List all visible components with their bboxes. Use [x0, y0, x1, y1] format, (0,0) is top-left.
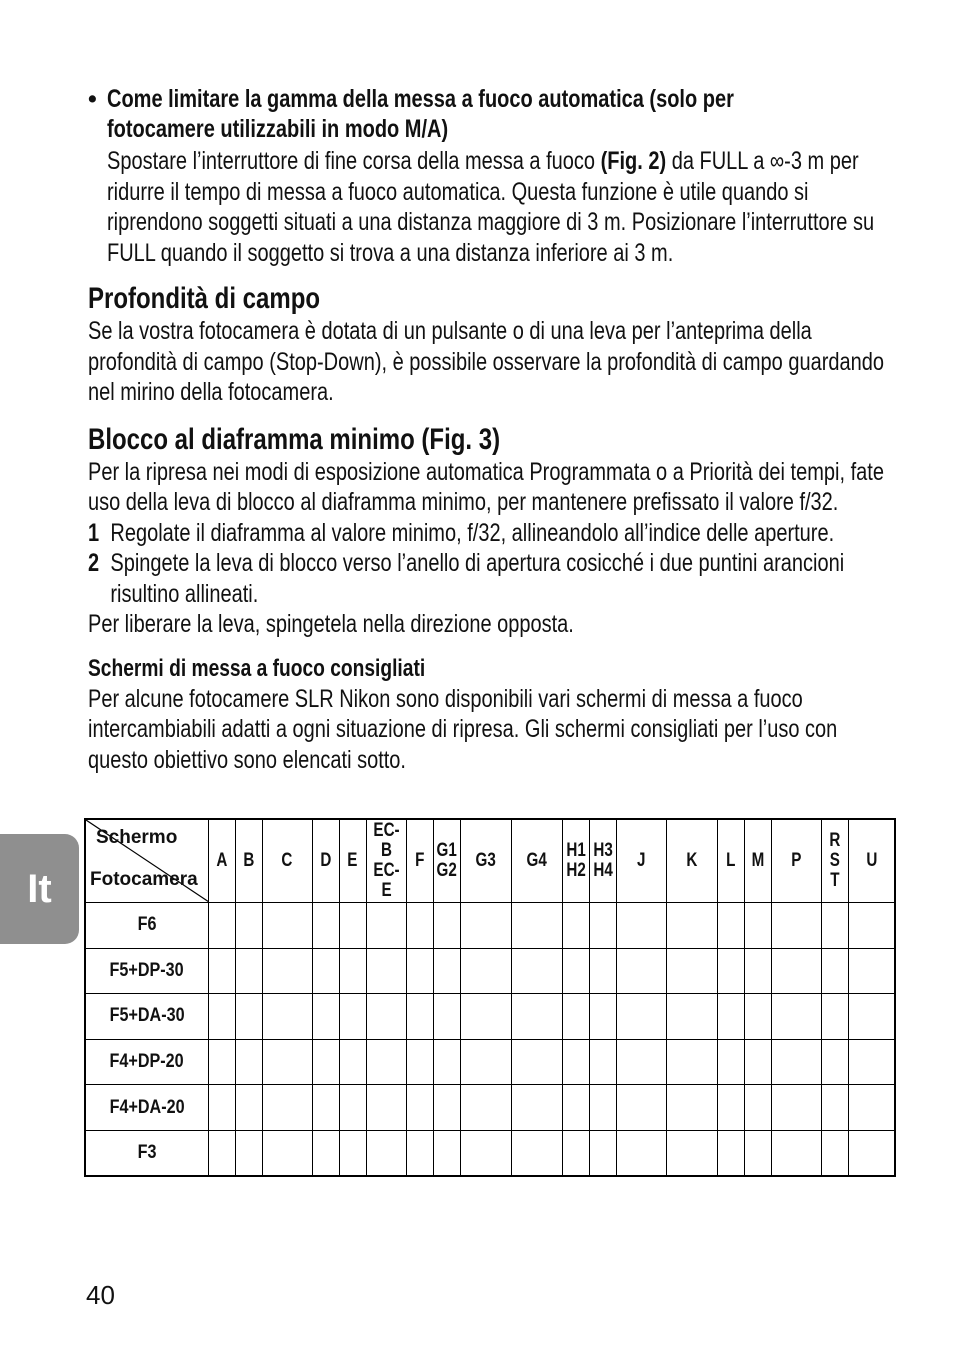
- column-header: [822, 819, 849, 903]
- camera-cell: [85, 1039, 208, 1085]
- column-header: [667, 819, 718, 903]
- column-label: EC-B: [373, 820, 400, 861]
- compatibility-cell: [208, 1130, 235, 1176]
- compatibility-cell: [563, 1130, 590, 1176]
- compatibility-cell: [718, 903, 745, 949]
- column-header: [849, 819, 895, 903]
- camera-cell: [85, 994, 208, 1040]
- focusing-screens-section: [88, 654, 900, 776]
- compatibility-cell: [235, 1085, 262, 1131]
- compatibility-cell: [718, 1085, 745, 1131]
- compatibility-cell: [208, 994, 235, 1040]
- column-header: [208, 819, 235, 903]
- column-label: U: [866, 850, 878, 871]
- column-label: T: [830, 870, 840, 891]
- compatibility-cell: [366, 994, 406, 1040]
- compatibility-cell: [433, 903, 460, 949]
- compatibility-cell: [822, 903, 849, 949]
- compatibility-cell: [433, 1130, 460, 1176]
- compatibility-cell: [563, 1085, 590, 1131]
- compatibility-cell: [339, 948, 366, 994]
- compatibility-cell: [339, 1085, 366, 1131]
- compatibility-cell: [406, 903, 433, 949]
- compatibility-cell: [366, 1130, 406, 1176]
- step-2: [88, 548, 900, 609]
- compatibility-cell: [235, 1039, 262, 1085]
- compatibility-cell: [460, 1039, 511, 1085]
- corner-cell: [85, 819, 208, 903]
- page-content: [88, 84, 900, 775]
- column-header: [339, 819, 366, 903]
- compatibility-cell: [745, 1085, 772, 1131]
- column-header: [460, 819, 511, 903]
- camera-cell: [85, 1130, 208, 1176]
- table-row: [85, 903, 895, 949]
- column-label: F: [415, 850, 425, 871]
- page-number: 40: [86, 1280, 115, 1310]
- column-header: [235, 819, 262, 903]
- compatibility-cell: [745, 948, 772, 994]
- compatibility-cell: [339, 903, 366, 949]
- compatibility-cell: [339, 1130, 366, 1176]
- compatibility-cell: [590, 903, 617, 949]
- compatibility-cell: [312, 1085, 339, 1131]
- column-label: A: [216, 850, 228, 871]
- compatibility-cell: [772, 1085, 822, 1131]
- aperture-lock-section: [88, 423, 900, 640]
- af-limit-title-line1: Come limitare la gamma della messa a fuoco automatica (solo per: [107, 85, 734, 113]
- table-header-row: [85, 819, 895, 903]
- column-label: C: [281, 850, 293, 871]
- compatibility-cell: [312, 948, 339, 994]
- compatibility-cell: [772, 903, 822, 949]
- column-header: [406, 819, 433, 903]
- compatibility-cell: [406, 1039, 433, 1085]
- column-header: [511, 819, 562, 903]
- compatibility-cell: [822, 1085, 849, 1131]
- compatibility-cell: [745, 994, 772, 1040]
- compatibility-cell: [511, 1039, 562, 1085]
- af-limit-text-before: Spostare l’interruttore di fine corsa della messa a fuoco: [107, 147, 601, 175]
- camera-label: F4+DP-20: [109, 1051, 184, 1073]
- compatibility-cell: [590, 1039, 617, 1085]
- compatibility-cell: [772, 948, 822, 994]
- aperture-lock-release: Per liberare la leva, spingetela nella direzione opposta.: [88, 610, 574, 638]
- compatibility-cell: [312, 1039, 339, 1085]
- compatibility-cell: [262, 948, 312, 994]
- compatibility-cell: [406, 1130, 433, 1176]
- compatibility-cell: [772, 1039, 822, 1085]
- camera-label: F5+DP-30: [109, 959, 184, 981]
- compatibility-cell: [312, 1130, 339, 1176]
- column-label: H3: [593, 840, 613, 861]
- compatibility-cell: [460, 903, 511, 949]
- table-row: [85, 1085, 895, 1131]
- column-header: [745, 819, 772, 903]
- compatibility-cell: [563, 994, 590, 1040]
- focusing-screens-text: Per alcune fotocamere SLR Nikon sono disponibili vari schermi di messa a fuoco intercambiabili adatti a ogni situazione di ripresa. Gli schermi consigliati per l’uso con questo obiettivo sono elencati sotto.: [88, 684, 838, 774]
- corner-label-camera: Fotocamera: [90, 869, 198, 890]
- compatibility-cell: [617, 1039, 667, 1085]
- compatibility-cell: [563, 903, 590, 949]
- compatibility-cell: [822, 1130, 849, 1176]
- compatibility-cell: [433, 994, 460, 1040]
- compatibility-cell: [511, 1085, 562, 1131]
- compatibility-cell: [667, 1039, 718, 1085]
- compatibility-cell: [208, 1085, 235, 1131]
- compatibility-cell: [208, 1039, 235, 1085]
- compatibility-cell: [262, 1130, 312, 1176]
- compatibility-cell: [312, 903, 339, 949]
- compatibility-cell: [235, 994, 262, 1040]
- compatibility-cell: [366, 1039, 406, 1085]
- compatibility-cell: [617, 948, 667, 994]
- camera-label: F5+DA-30: [109, 1005, 185, 1027]
- compatibility-cell: [822, 1039, 849, 1085]
- column-header: [590, 819, 617, 903]
- compatibility-cell: [262, 994, 312, 1040]
- compatibility-cell: [262, 903, 312, 949]
- column-label: H1: [566, 840, 586, 861]
- column-header: [366, 819, 406, 903]
- compatibility-cell: [590, 994, 617, 1040]
- compatibility-cell: [822, 994, 849, 1040]
- compatibility-cell: [667, 1130, 718, 1176]
- compatibility-cell: [563, 1039, 590, 1085]
- focusing-screens-table: [84, 818, 896, 1177]
- column-label: H2: [566, 860, 586, 881]
- compatibility-cell: [667, 903, 718, 949]
- language-tab: It: [0, 834, 79, 944]
- column-label: B: [243, 850, 255, 871]
- compatibility-cell: [745, 1130, 772, 1176]
- compatibility-cell: [849, 948, 895, 994]
- compatibility-cell: [406, 994, 433, 1040]
- compatibility-cell: [667, 1085, 718, 1131]
- aperture-lock-heading: Blocco al diaframma minimo (Fig. 3): [88, 422, 501, 456]
- compatibility-cell: [433, 948, 460, 994]
- depth-of-field-text: Se la vostra fotocamera è dotata di un pulsante o di una leva per l’anteprima della profondità di campo (Stop-Down), è possibile osservare la profondità di campo guardando nel mirino della fotocamera.: [88, 317, 885, 406]
- column-label: EC-E: [373, 860, 400, 901]
- compatibility-cell: [511, 994, 562, 1040]
- compatibility-cell: [745, 903, 772, 949]
- compatibility-cell: [745, 1039, 772, 1085]
- compatibility-cell: [617, 1085, 667, 1131]
- compatibility-cell: [339, 1039, 366, 1085]
- compatibility-cell: [511, 1130, 562, 1176]
- depth-of-field-heading: Profondità di campo: [88, 282, 321, 315]
- column-label: L: [726, 850, 736, 871]
- camera-label: F4+DA-20: [109, 1096, 185, 1118]
- compatibility-cell: [849, 994, 895, 1040]
- fig-2-ref: (Fig. 2): [600, 147, 667, 175]
- compatibility-cell: [460, 1130, 511, 1176]
- table-row: [85, 1039, 895, 1085]
- af-limit-text: [107, 146, 900, 268]
- compatibility-cell: [366, 948, 406, 994]
- compatibility-cell: [235, 1130, 262, 1176]
- camera-cell: [85, 1085, 208, 1131]
- step-1: [88, 518, 900, 549]
- table-row: [85, 994, 895, 1040]
- compatibility-cell: [718, 1039, 745, 1085]
- column-header: [433, 819, 460, 903]
- column-label: J: [637, 850, 646, 871]
- table-row: [85, 948, 895, 994]
- compatibility-cell: [617, 1130, 667, 1176]
- column-label: P: [791, 850, 802, 871]
- compatibility-cell: [718, 994, 745, 1040]
- column-label: R: [829, 830, 841, 851]
- step-1-text: Regolate il diaframma al valore minimo, f/32, allineandolo all’indice delle aperture.: [110, 518, 835, 547]
- camera-label: F3: [137, 1142, 157, 1164]
- compatibility-cell: [590, 948, 617, 994]
- compatibility-cell: [667, 994, 718, 1040]
- compatibility-cell: [849, 1039, 895, 1085]
- compatibility-cell: [406, 1085, 433, 1131]
- camera-cell: [85, 903, 208, 949]
- compatibility-cell: [312, 994, 339, 1040]
- compatibility-cell: [849, 1130, 895, 1176]
- compatibility-cell: [460, 948, 511, 994]
- column-label: S: [830, 850, 841, 871]
- column-header: [312, 819, 339, 903]
- focusing-screens-heading: Schermi di messa a fuoco consigliati: [88, 654, 426, 682]
- compatibility-cell: [511, 948, 562, 994]
- compatibility-cell: [563, 948, 590, 994]
- camera-cell: [85, 948, 208, 994]
- step-1-number: 1: [88, 518, 100, 547]
- compatibility-cell: [433, 1039, 460, 1085]
- compatibility-cell: [208, 903, 235, 949]
- af-limit-title-line2: fotocamere utilizzabili in modo M/A): [107, 115, 449, 143]
- af-limit-section: [88, 84, 900, 268]
- column-label: M: [751, 850, 765, 871]
- compatibility-cell: [772, 994, 822, 1040]
- compatibility-cell: [511, 903, 562, 949]
- compatibility-cell: [590, 1085, 617, 1131]
- compatibility-cell: [339, 994, 366, 1040]
- step-2-text: Spingete la leva di blocco verso l’anello di apertura cosicché i due puntini arancioni risultino allineati.: [110, 549, 845, 608]
- compatibility-cell: [617, 903, 667, 949]
- step-2-number: 2: [88, 549, 100, 577]
- compatibility-cell: [849, 903, 895, 949]
- compatibility-cell: [667, 948, 718, 994]
- column-header: [563, 819, 590, 903]
- column-label: G2: [436, 860, 458, 881]
- compatibility-cell: [366, 903, 406, 949]
- compatibility-cell: [235, 903, 262, 949]
- compatibility-cell: [590, 1130, 617, 1176]
- column-header: [262, 819, 312, 903]
- compatibility-cell: [235, 948, 262, 994]
- column-label: D: [320, 850, 332, 871]
- bullet-icon: •: [88, 85, 97, 113]
- column-label: G1: [436, 840, 458, 861]
- aperture-lock-intro: Per la ripresa nei modi di esposizione automatica Programmata o a Priorità dei tempi, fate uso della leva di blocco al diaframma minimo, per mantenere prefissato il valore f/32.: [88, 457, 884, 516]
- compatibility-cell: [208, 948, 235, 994]
- depth-of-field-section: [88, 282, 900, 408]
- column-label: E: [347, 850, 358, 871]
- compatibility-cell: [718, 948, 745, 994]
- af-limit-text-after: da FULL a ∞-3 m per ridurre il tempo di messa a fuoco automatica. Questa funzione è utile quando si riprendono soggetti situati a una distanza maggiore di 3 m. Posizionare l’interruttore su FULL quando il soggetto si trova a una distanza inferiore ai 3 m.: [107, 147, 875, 267]
- compatibility-cell: [718, 1130, 745, 1176]
- compatibility-cell: [460, 1085, 511, 1131]
- compatibility-cell: [262, 1039, 312, 1085]
- compatibility-cell: [617, 994, 667, 1040]
- column-label: G3: [475, 850, 497, 871]
- compatibility-cell: [460, 994, 511, 1040]
- column-header: [718, 819, 745, 903]
- column-label: H4: [593, 860, 613, 881]
- column-header: [772, 819, 822, 903]
- column-label: K: [686, 850, 698, 871]
- compatibility-cell: [433, 1085, 460, 1131]
- compatibility-cell: [849, 1085, 895, 1131]
- compatibility-cell: [772, 1130, 822, 1176]
- camera-label: F6: [137, 914, 157, 936]
- column-label: G4: [526, 850, 548, 871]
- compatibility-cell: [262, 1085, 312, 1131]
- compatibility-cell: [822, 948, 849, 994]
- column-header: [617, 819, 667, 903]
- corner-label-screen: Schermo: [96, 827, 178, 848]
- table-row: [85, 1130, 895, 1176]
- compatibility-cell: [406, 948, 433, 994]
- compatibility-cell: [366, 1085, 406, 1131]
